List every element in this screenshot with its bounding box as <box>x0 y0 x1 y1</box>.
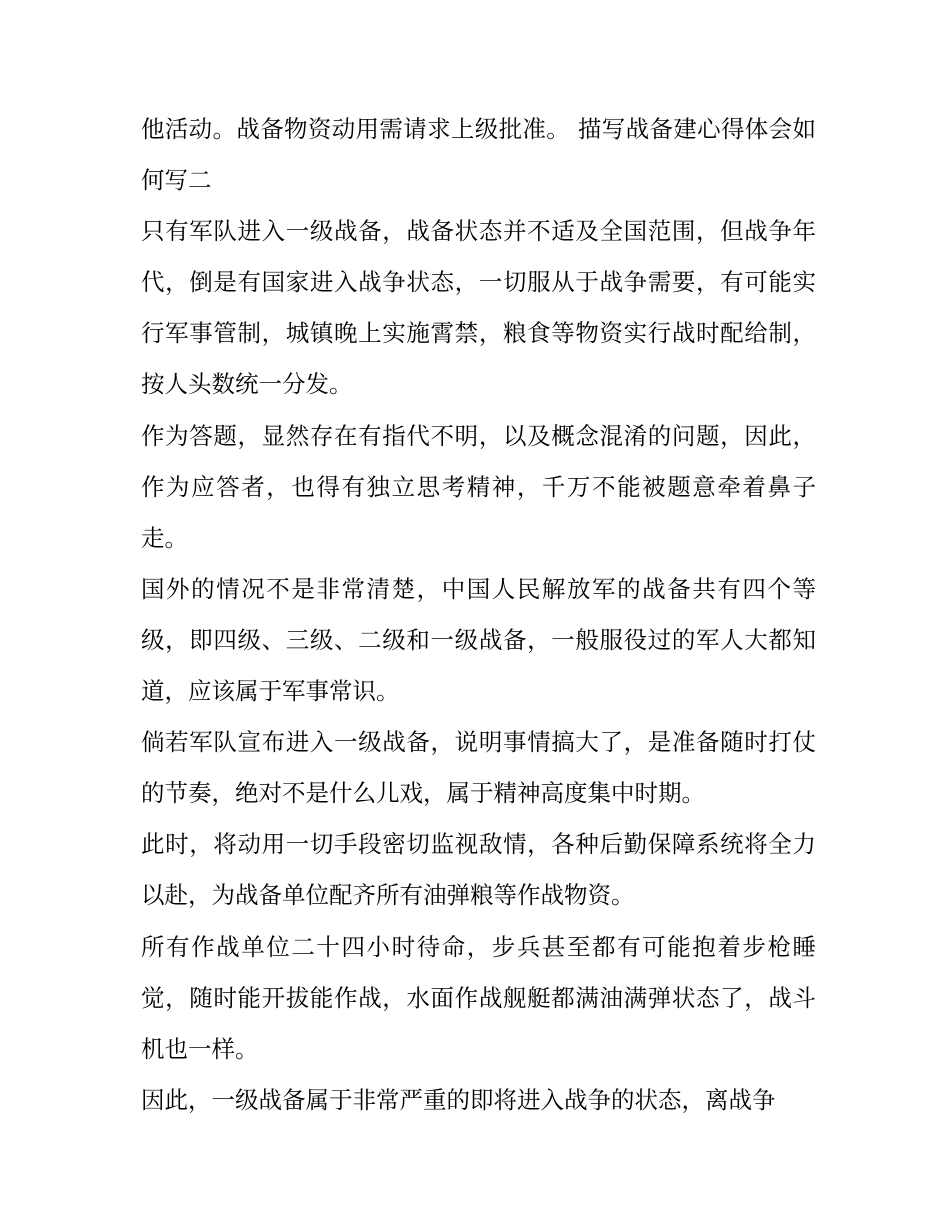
paragraph-5: 倘若军队宣布进入一级战备，说明事情搞大了，是准备随时打仗的节奏，绝对不是什么儿戏，属于精神高度集中时期。 <box>141 728 816 808</box>
paragraph-7: 所有作战单位二十四小时待命，步兵甚至都有可能抱着步枪睡觉，随时能开拔能作战，水面作战舰艇都满油满弹状态了，战斗机也一样。 <box>141 932 816 1063</box>
paragraph-6: 此时，将动用一切手段密切监视敌情，各种后勤保障系统将全力以赴，为战备单位配齐所有油弹粮等作战物资。 <box>141 830 816 910</box>
paragraph-4: 国外的情况不是非常清楚，中国人民解放军的战备共有四个等级，即四级、三级、二级和一级战备，一般服役过的军人大都知道，应该属于军事常识。 <box>141 574 816 706</box>
paragraph-3: 作为答题，显然存在有指代不明，以及概念混淆的问题，因此，作为应答者，也得有独立思考精神，千万不能被题意牵着鼻子走。 <box>141 421 816 552</box>
document-body <box>141 104 816 1126</box>
paragraph-2: 只有军队进入一级战备，战备状态并不适及全国范围，但战争年代，倒是有国家进入战争状态，一切服从于战争需要，有可能实行军事管制，城镇晚上实施霄禁，粮食等物资实行战时配给制，按人头数统一分发。 <box>141 217 816 399</box>
paragraph-1: 他活动。战备物资动用需请求上级批准。 描写战备建心得体会如何写二 <box>141 115 816 195</box>
paragraph-8: 因此，一级战备属于非常严重的即将进入战争的状态，离战争 <box>141 1085 776 1114</box>
